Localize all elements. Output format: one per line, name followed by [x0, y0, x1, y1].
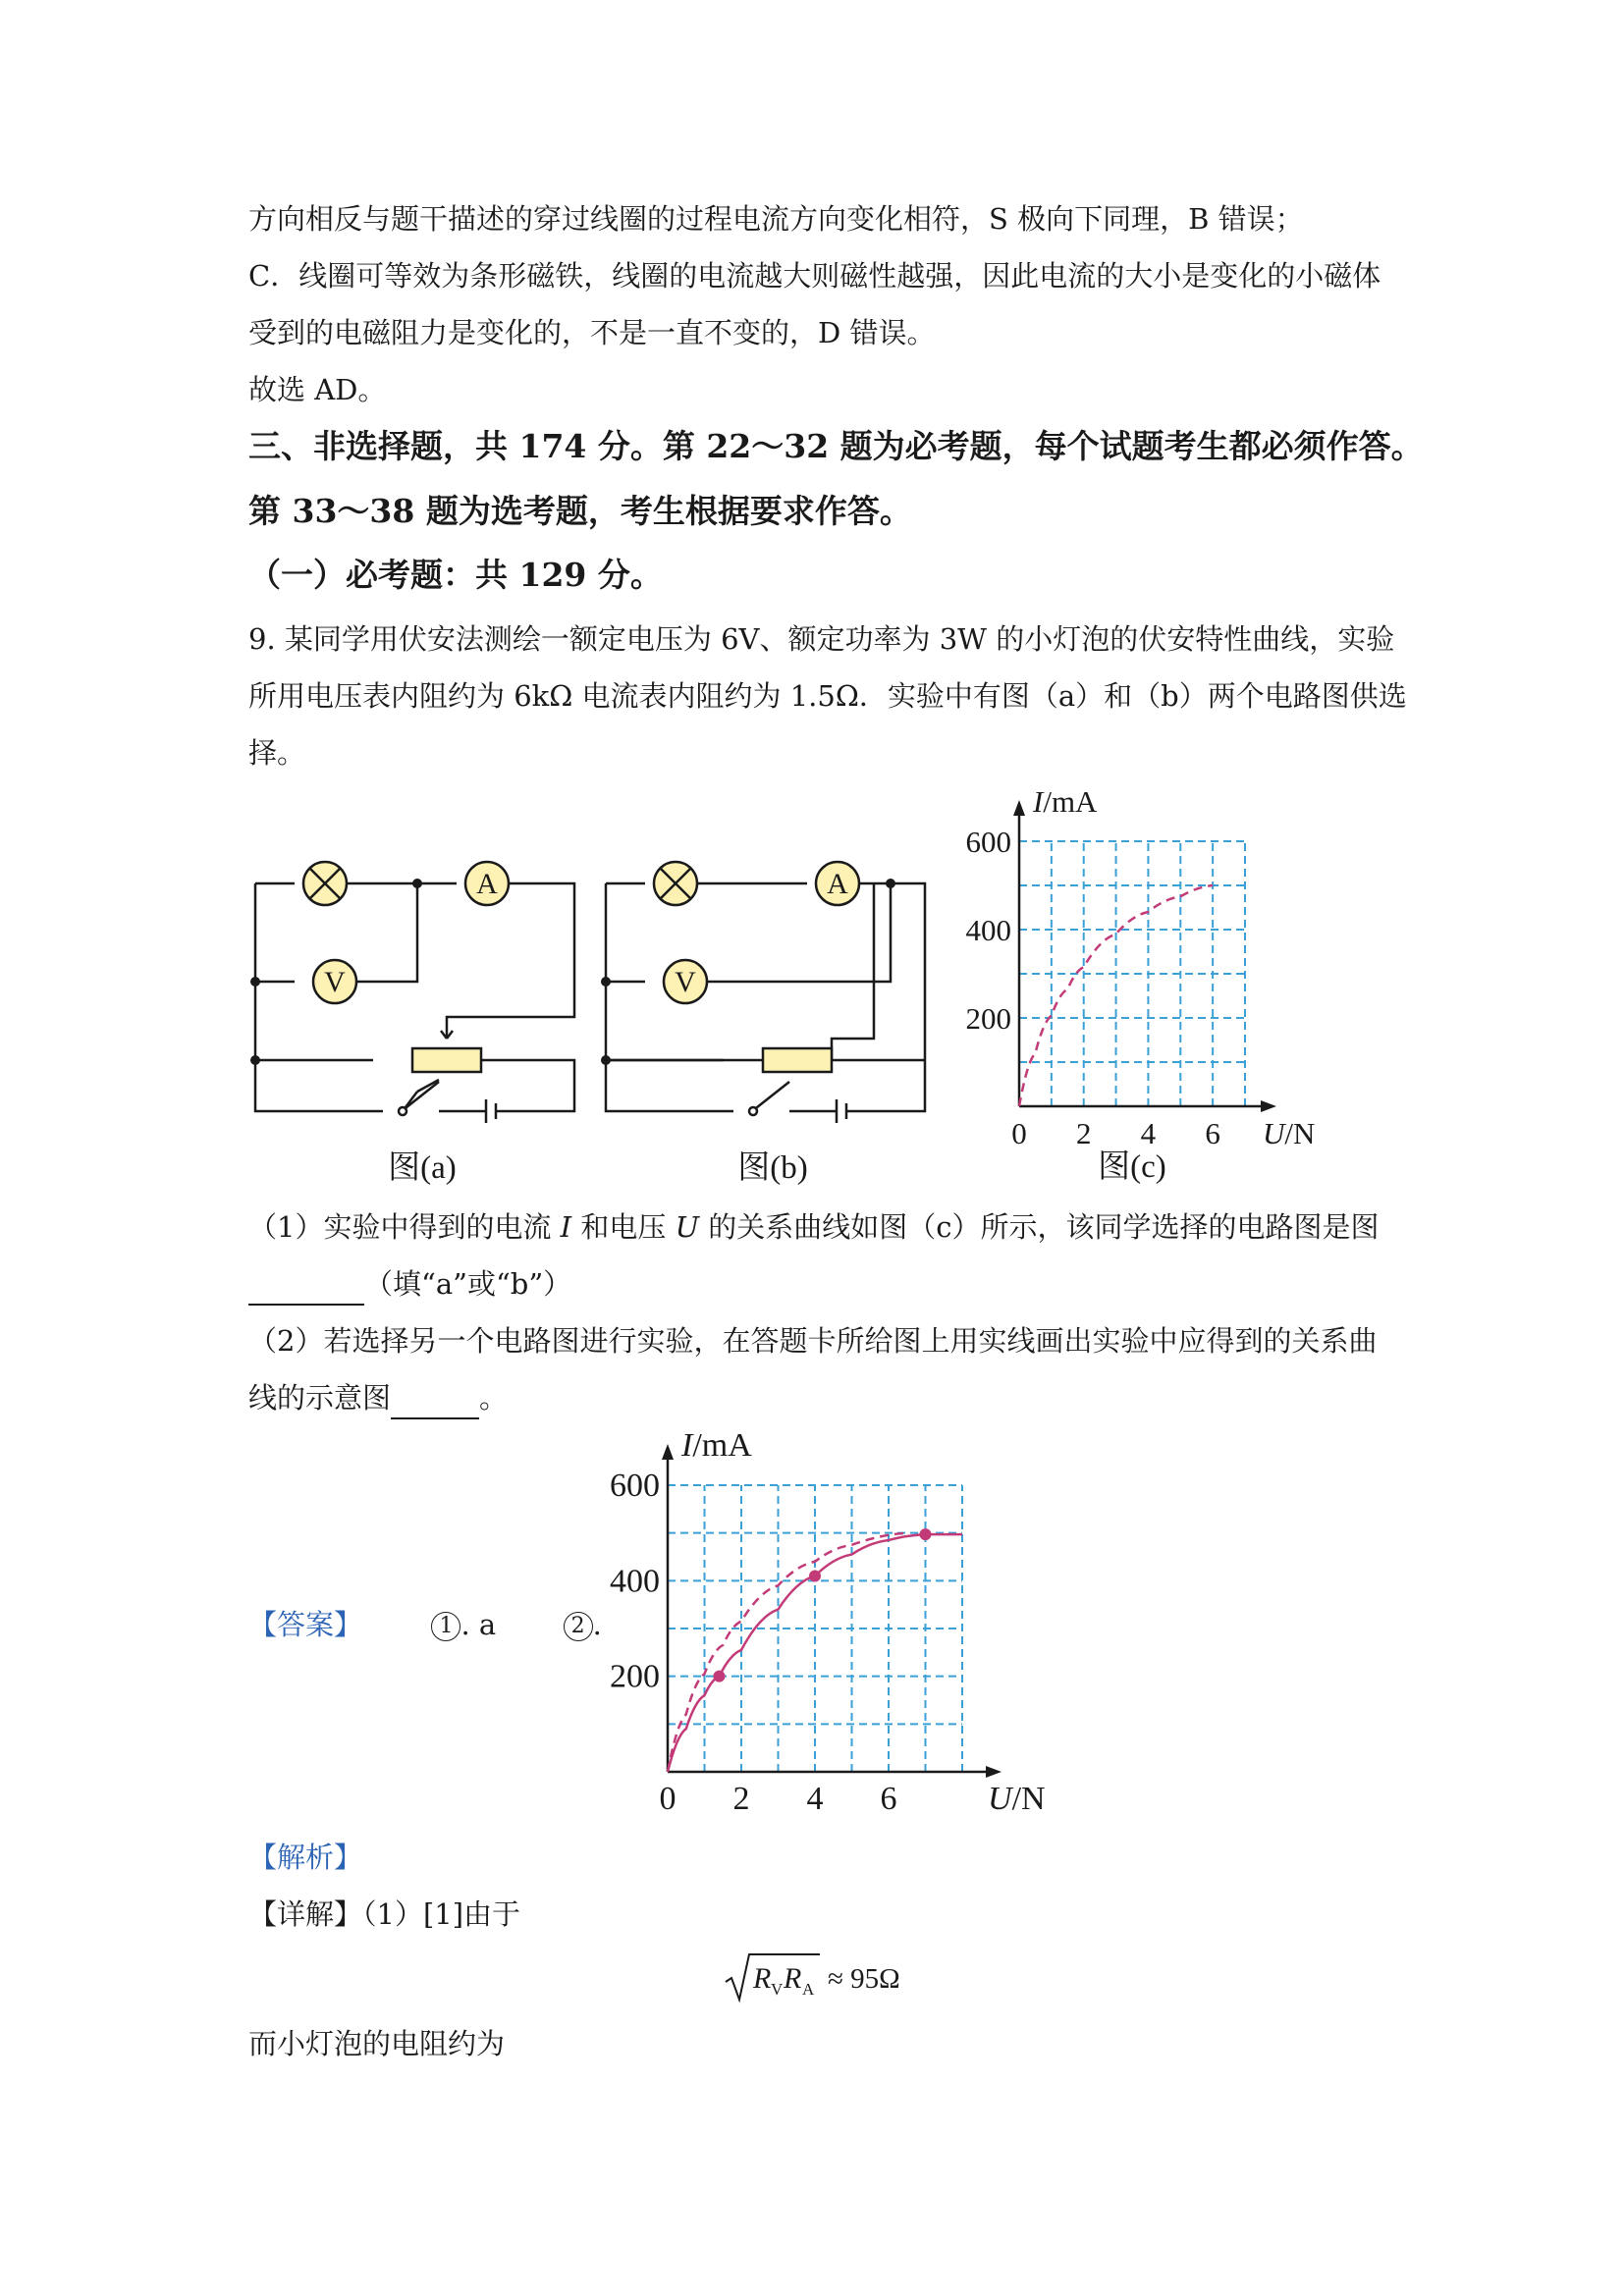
text-line: 而小灯泡的电阻约为: [248, 2027, 506, 2060]
y-tick-label: 600: [965, 825, 1011, 859]
svg-text:R: R: [753, 1962, 772, 1995]
text-line: 受到的电磁阻力是变化的，不是一直不变的，D 错误。: [248, 316, 936, 349]
section-heading: 第 33～38 题为选考题，考生根据要求作答。: [248, 492, 912, 530]
formula: [722, 1949, 928, 2007]
text-span: 和电压: [571, 1210, 676, 1244]
text-line: C．线圈可等效为条形磁铁，线圈的电流越大则磁性越强，因此电流的大小是变化的小磁体: [248, 259, 1381, 293]
chart-c: [943, 785, 1365, 1198]
data-point: [809, 1570, 821, 1581]
part-1-text: [248, 1207, 1387, 1247]
x-tick-label: 4: [806, 1781, 824, 1817]
circled-number: 1: [431, 1612, 460, 1641]
part-1-text: [248, 1264, 1387, 1306]
answer-blank[interactable]: [391, 1378, 479, 1419]
text-line: 方向相反与题干描述的穿过线圈的过程电流方向变化相符，S 极向下同理，B 错误；: [248, 202, 1304, 236]
detail-text: 【详解】（1）[1]由于: [248, 1897, 521, 1931]
part-2-text: （2）若选择另一个电路图进行实验，在答题卡所给图上用实线画出实验中应得到的关系曲: [248, 1324, 1378, 1358]
figure-caption: 图(c): [1098, 1149, 1166, 1185]
figure-caption: 图(a): [388, 1150, 457, 1186]
x-tick-label: 0: [659, 1781, 677, 1817]
answer-label: 【答案】: [248, 1608, 363, 1641]
text-span: 线的示意图: [248, 1381, 392, 1415]
text-span: （1）实验中得到的电流: [248, 1210, 561, 1244]
x-axis-label: U/N: [1263, 1116, 1316, 1150]
lamp-icon: [654, 862, 697, 905]
answer-blank[interactable]: [248, 1264, 364, 1306]
circuit-b-diagram: [601, 844, 935, 1186]
variable-U: U: [675, 1210, 700, 1244]
text-line: 故选 AD。: [248, 373, 387, 406]
question-text: 择。: [248, 736, 306, 770]
y-tick-label: 600: [610, 1468, 660, 1504]
text-span: （填“a”或“b”）: [364, 1267, 572, 1301]
answer-2: .: [592, 1608, 602, 1641]
analysis-label: 【解析】: [248, 1841, 363, 1874]
figure-caption: 图(b): [737, 1150, 808, 1186]
voltmeter-label: V: [324, 966, 346, 998]
y-axis-arrow-icon: [662, 1444, 674, 1460]
ammeter-label: A: [476, 868, 498, 900]
x-tick-label: 6: [1205, 1116, 1220, 1150]
x-tick-label: 4: [1140, 1116, 1157, 1150]
y-tick-label: 200: [610, 1658, 660, 1695]
subsection-heading: （一）必考题：共 129 分。: [248, 556, 663, 594]
x-axis-arrow-icon: [1261, 1100, 1276, 1112]
y-axis-label: I/mA: [1033, 784, 1098, 819]
x-axis-arrow-icon: [986, 1766, 1001, 1778]
svg-text:V: V: [771, 1980, 784, 1999]
answer-1: . a: [460, 1608, 497, 1641]
x-tick-label: 6: [880, 1781, 897, 1817]
circuit-a-diagram: [250, 844, 584, 1186]
question-text: 所用电压表内阻约为 6kΩ 电流表内阻约为 1.5Ω．实验中有图（a）和（b）两个电路图供选: [248, 679, 1407, 713]
data-point: [920, 1528, 932, 1540]
y-tick-label: 400: [965, 913, 1011, 947]
x-axis-label: U/N: [988, 1781, 1046, 1817]
svg-text:A: A: [802, 1980, 815, 1999]
text-span: 。: [479, 1381, 509, 1415]
answer-chart: [589, 1427, 1046, 1831]
voltmeter-label: V: [675, 966, 696, 998]
x-tick-label: 0: [1011, 1116, 1027, 1150]
x-tick-label: 2: [732, 1781, 750, 1817]
y-axis-arrow-icon: [1013, 800, 1025, 816]
ammeter-label: A: [827, 868, 848, 900]
circled-number: 2: [564, 1612, 593, 1641]
y-axis-label: I/mA: [681, 1427, 752, 1464]
svg-text:R: R: [784, 1962, 802, 1995]
data-point: [714, 1671, 726, 1682]
section-heading: 三、非选择题，共 174 分。第 22～32 题为必考题，每个试题考生都必须作答。: [248, 427, 1424, 465]
text-span: 的关系曲线如图（c）所示，该同学选择的电路图是图: [699, 1210, 1380, 1244]
x-tick-label: 2: [1075, 1116, 1092, 1150]
variable-I: I: [560, 1210, 572, 1244]
question-text: 9. 某同学用伏安法测绘一额定电压为 6V、额定功率为 3W 的小灯泡的伏安特性曲线，实验: [248, 622, 1395, 656]
y-tick-label: 400: [610, 1563, 660, 1600]
part-2-text: [248, 1378, 1387, 1419]
y-tick-label: 200: [965, 1001, 1011, 1036]
formula-result: ≈ 95Ω: [828, 1963, 900, 1995]
lamp-icon: [303, 862, 347, 905]
